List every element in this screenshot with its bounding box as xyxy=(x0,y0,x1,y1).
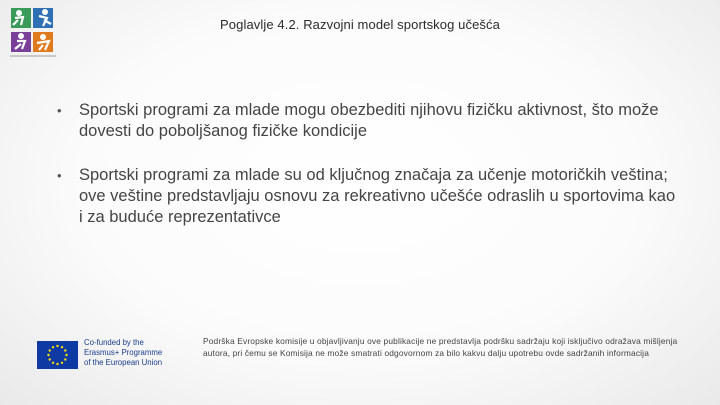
eu-star-icon xyxy=(47,354,49,356)
page-title: Poglavlje 4.2. Razvojni model sportskog učešća xyxy=(220,17,500,32)
eu-line-3: of the European Union xyxy=(84,358,163,367)
eu-star-icon xyxy=(65,354,67,356)
eu-star-icon xyxy=(64,349,66,351)
eu-star-icon xyxy=(52,362,54,364)
eu-star-icon xyxy=(52,346,54,348)
list-item xyxy=(57,100,677,142)
eu-flag-icon xyxy=(37,341,78,369)
eu-star-icon xyxy=(49,349,51,351)
eu-line-1: Co-funded by the xyxy=(84,338,144,347)
list-item xyxy=(57,165,677,228)
eu-star-icon xyxy=(64,358,66,360)
bullet-icon: • xyxy=(57,168,62,183)
eu-cofunded-text xyxy=(84,338,162,368)
eu-star-icon xyxy=(56,363,58,365)
eu-star-icon xyxy=(49,358,51,360)
bullet-text: Sportski programi za mlade mogu obezbediti njihovu fizičku aktivnost, što može dovesti do poboljšanog fizičke kondicije xyxy=(79,101,659,140)
sport-figures-logo-icon xyxy=(9,6,57,58)
bullet-list xyxy=(57,100,677,251)
bullet-text: Sportski programi za mlade su od ključnog značaja za učenje motoričkih veština; ove veštine predstavljaju osnovu za rekreativno učešće odraslih u sportovima kao i za buduće reprezentativce xyxy=(79,166,676,226)
eu-line-2: Erasmus+ Programme xyxy=(84,348,163,357)
bullet-icon: • xyxy=(57,103,62,118)
eu-star-icon xyxy=(61,346,63,348)
eu-star-icon xyxy=(56,345,58,347)
eu-cofunded-logo xyxy=(37,332,187,372)
eu-star-icon xyxy=(61,362,63,364)
logo-caption-line xyxy=(10,55,56,57)
disclaimer-text: Podrška Evropske komisije u objavljivanju ove publikacije ne predstavlja podršku sadržaju koji isključivo odražava mišljenja autora, pri čemu se Komisija ne može smatrati odgovornom za bilo kakvu dalju upotrebu ovde sadržanih informacija xyxy=(203,336,678,358)
